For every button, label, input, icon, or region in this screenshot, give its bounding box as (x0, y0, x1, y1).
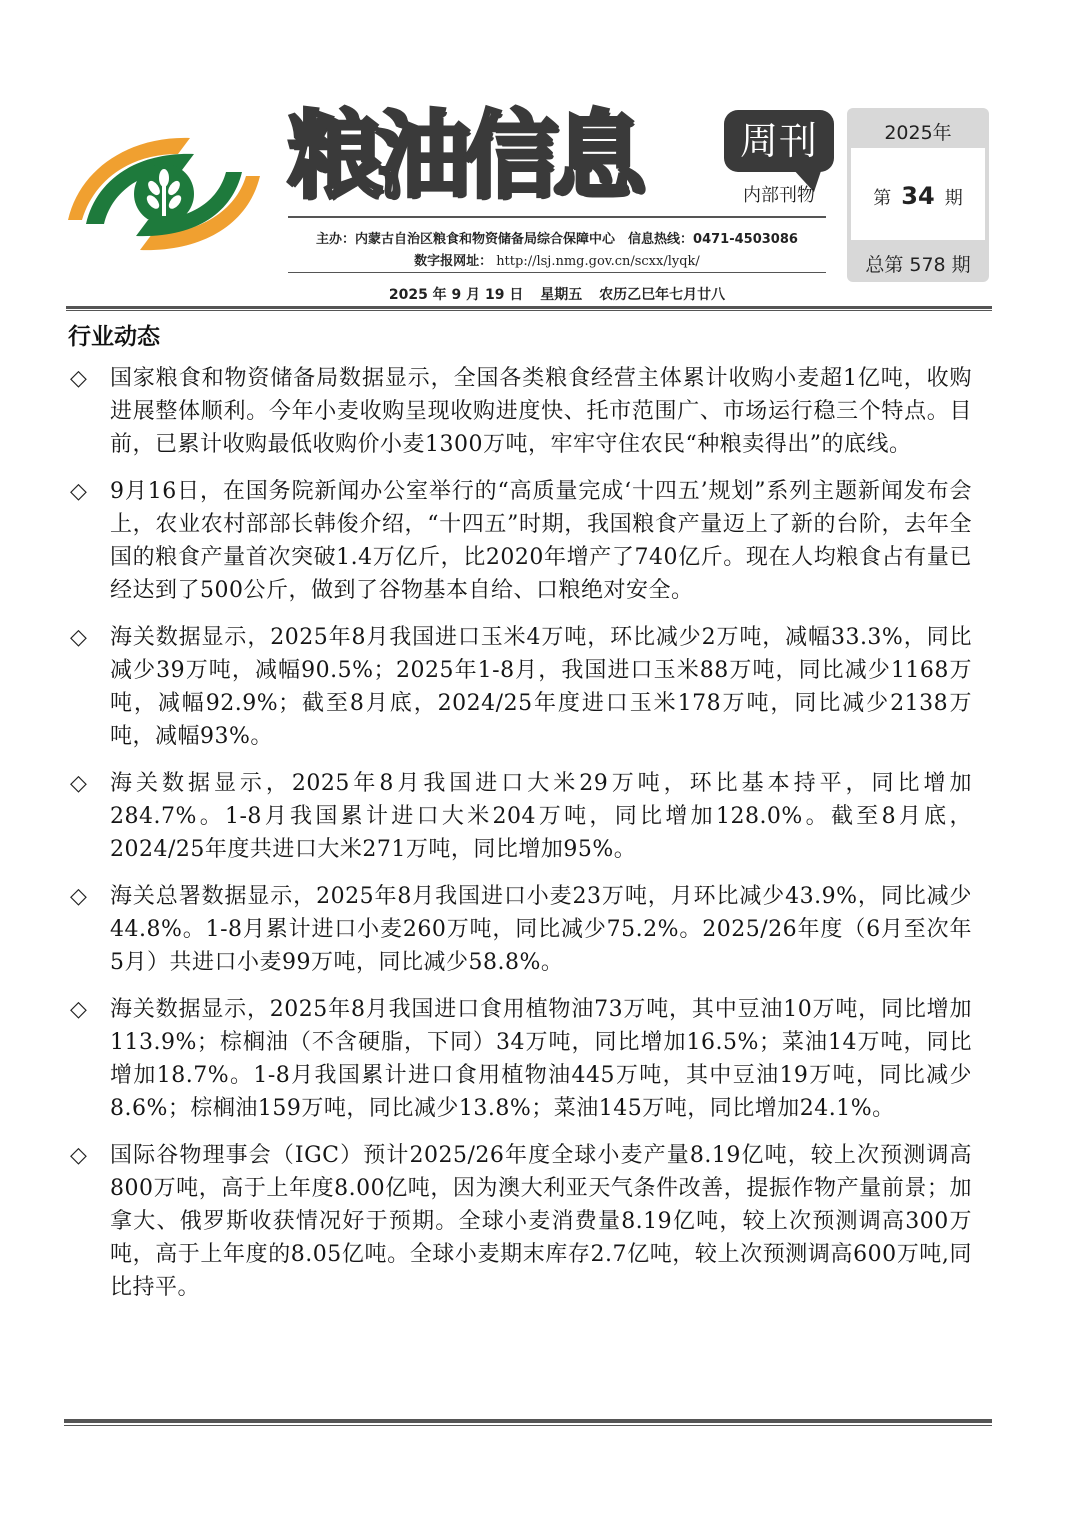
masthead-divider (288, 216, 826, 218)
weekday: 星期五 (540, 287, 583, 303)
footer-rule (64, 1419, 992, 1423)
news-text: 海关数据显示，2025年8月我国进口玉米4万吨，环比减少2万吨，减幅33.3%，同比减少39万吨，减幅90.5%；2025年1-8月，我国进口玉米88万吨，同比减少1168万吨，减幅92.9%；截至8月底，2024/25年度进口玉米178万吨，同比减少2138万吨，减幅93%。 (110, 625, 972, 749)
news-list (70, 362, 972, 1318)
date: 2025 年 9 月 19 日 (388, 287, 524, 303)
list-item (70, 767, 972, 866)
issue-number-value: 34 (901, 182, 935, 210)
list-item (70, 880, 972, 979)
diamond-bullet-icon: ◇ (70, 997, 87, 1022)
issue-prefix: 第 (873, 188, 892, 209)
lunar-date: 农历乙巳年七月廿八 (599, 287, 726, 303)
website-label: 数字报网址： (414, 254, 493, 269)
news-text: 9月16日，在国务院新闻办公室举行的“高质量完成‘十四五’规划”系列主题新闻发布会上，农业农村部部长韩俊介绍，“十四五”时期，我国粮食产量迈上了新的台阶，去年全国的粮食产量首次突破1.4万亿斤，比2020年增产了740亿斤。现在人均粮食占有量已经达到了500公斤，做到了谷物基本自给、口粮绝对安全。 (110, 479, 972, 603)
header-rule-thin (66, 310, 992, 311)
news-text: 国家粮食和物资储备局数据显示，全国各类粮食经营主体累计收购小麦超1亿吨，收购进展整体顺利。今年小麦收购呈现收购进度快、托市范围广、市场运行稳三个特点。目前，已累计收购最低收购价小麦1300万吨，牢牢守住农民“种粮卖得出”的底线。 (110, 366, 972, 457)
diamond-bullet-icon: ◇ (70, 366, 87, 391)
masthead-divider-2 (288, 272, 826, 273)
news-text: 海关数据显示，2025年8月我国进口大米29万吨，环比基本持平，同比增加284.7%。1-8月我国累计进口大米204万吨，同比增加128.0%。截至8月底，2024/25年度共进口大米271万吨，同比增加95%。 (110, 771, 972, 862)
news-text: 海关总署数据显示，2025年8月我国进口小麦23万吨，月环比减少43.9%，同比减少44.8%。1-8月累计进口小麦260万吨，同比减少75.2%。2025/26年度（6月至次年5月）共进口小麦99万吨，同比减少58.8%。 (110, 884, 972, 975)
issue-year: 2025年 (884, 122, 952, 144)
logo (60, 128, 270, 258)
diamond-bullet-icon: ◇ (70, 884, 87, 909)
header-rule (66, 306, 992, 309)
diamond-bullet-icon: ◇ (70, 771, 87, 796)
internal-label: 内部刊物 (743, 185, 815, 206)
footer-rule-thin (64, 1425, 992, 1426)
diamond-bullet-icon: ◇ (70, 625, 87, 650)
website-line (292, 250, 822, 269)
list-item (70, 993, 972, 1125)
diamond-bullet-icon: ◇ (70, 479, 87, 504)
section-title: 行业动态 (68, 324, 160, 350)
list-item (70, 475, 972, 607)
dateline (292, 284, 822, 304)
news-text: 海关数据显示，2025年8月我国进口食用植物油73万吨，其中豆油10万吨，同比增加113.9%；棕榈油（不含硬脂，下同）34万吨，同比增加16.5%；菜油14万吨，同比增加18.7%。1-8月我国累计进口食用植物油445万吨，其中豆油19万吨，同比减少8.6%；棕榈油159万吨，同比减少13.8%；菜油145万吨，同比增加24.1%。 (110, 997, 972, 1121)
list-item (70, 1139, 972, 1304)
weekly-bubble: 周刊 (724, 110, 834, 172)
total-issue: 总第 578 期 (865, 254, 971, 276)
list-item (70, 621, 972, 753)
issue-number (851, 182, 985, 210)
masthead-title: 粮油信息 (288, 102, 641, 211)
sponsor-line: 主办：内蒙古自治区粮食和物资储备局综合保障中心 信息热线：0471-4503086 (316, 232, 798, 247)
website-url[interactable]: http://lsj.nmg.gov.cn/scxx/lyqk/ (496, 254, 700, 269)
diamond-bullet-icon: ◇ (70, 1143, 87, 1168)
list-item (70, 362, 972, 461)
issue-suffix: 期 (944, 188, 963, 209)
news-text: 国际谷物理事会（IGC）预计2025/26年度全球小麦产量8.19亿吨，较上次预测调高800万吨，高于上年度8.00亿吨，因为澳大利亚天气条件改善，提振作物产量前景；加拿大、俄罗斯收获情况好于预期。全球小麦消费量8.19亿吨，较上次预测调高300万吨，高于上年度的8.05亿吨。全球小麦期末库存2.7亿吨，较上次预测调高600万吨,同比持平。 (110, 1143, 972, 1300)
